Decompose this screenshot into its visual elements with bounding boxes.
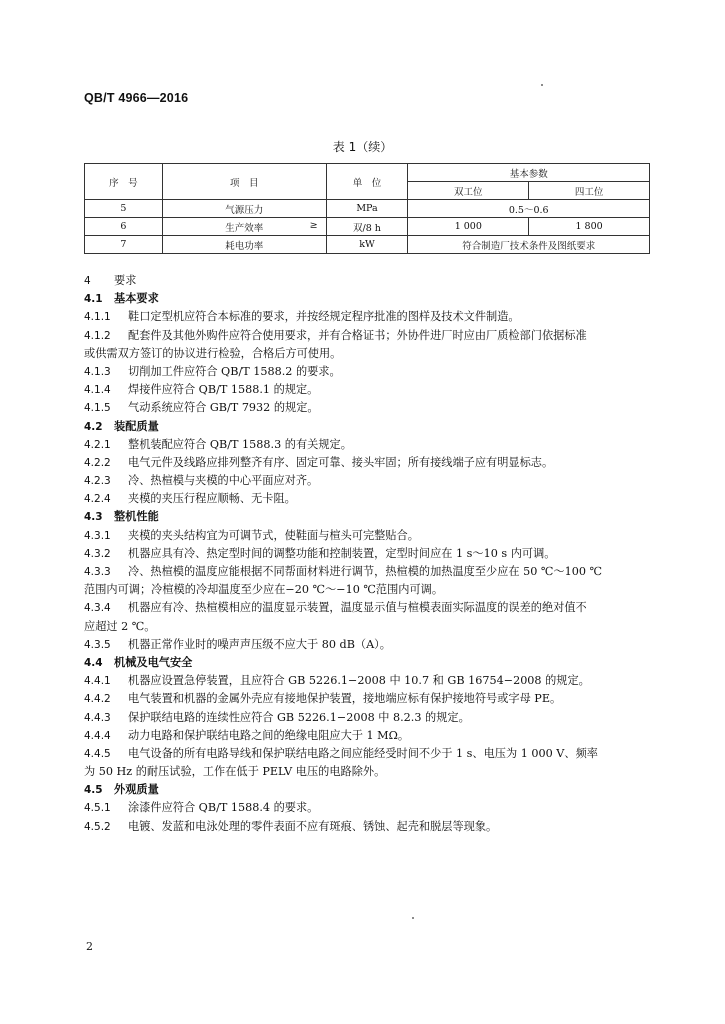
paragraph-continuation bbox=[84, 763, 654, 781]
cell-seq: 5 bbox=[85, 200, 163, 218]
clause-line bbox=[84, 599, 654, 617]
cell-seq: 7 bbox=[85, 236, 163, 254]
clause-number: 4.4.4 bbox=[84, 729, 111, 742]
cell-item bbox=[162, 218, 326, 236]
header-item: 项 目 bbox=[162, 164, 326, 200]
clause-number: 4.4.5 bbox=[84, 747, 111, 760]
section-heading bbox=[84, 508, 654, 526]
clause-number: 4.2.1 bbox=[84, 438, 111, 451]
clause-text: 切削加工件应符合 QB/T 1588.2 的要求。 bbox=[128, 364, 341, 378]
clause-line bbox=[84, 454, 654, 472]
section-heading bbox=[84, 781, 654, 799]
clause-line bbox=[84, 436, 654, 454]
clause-number: 4.2 bbox=[84, 420, 103, 433]
clause-number: 4.1.2 bbox=[84, 329, 111, 342]
clause-text: 涂漆件应符合 QB/T 1588.4 的要求。 bbox=[128, 801, 319, 815]
clause-number: 4.2.4 bbox=[84, 493, 111, 506]
clause-number: 4.4.2 bbox=[84, 693, 111, 706]
cell-item-label: 生产效率 bbox=[225, 222, 264, 234]
clause-line bbox=[84, 672, 654, 690]
requirements-body bbox=[84, 270, 654, 836]
clause-text: 机器正常作业时的噪声声压级不应大于 80 dB（A）。 bbox=[128, 637, 391, 651]
clause-line bbox=[84, 563, 654, 581]
clause-text: 电气设备的所有电路导线和保护联结电路之间应能经受时间不少于 1 s、电压为 1 000 V、频率 bbox=[128, 746, 598, 760]
section-heading bbox=[84, 418, 654, 436]
clause-number: 4 bbox=[84, 275, 91, 287]
clause-number: 4.1.5 bbox=[84, 402, 111, 415]
cell-item: 气源压力 bbox=[162, 200, 326, 218]
clause-number: 4.1.3 bbox=[84, 365, 111, 378]
clause-text: 夹模的夹头结构宜为可调节式，使鞋面与楦头可完整贴合。 bbox=[128, 528, 419, 542]
clause-line bbox=[84, 799, 654, 817]
clause-number: 4.3.4 bbox=[84, 602, 111, 615]
clause-number: 4.4.1 bbox=[84, 675, 111, 688]
clause-number: 4.3.3 bbox=[84, 566, 111, 578]
clause-text: 机器应有冷、热楦模相应的温度显示装置，温度显示值与楦模表面实际温度的误差的绝对值不 bbox=[128, 601, 587, 615]
clause-line bbox=[84, 308, 654, 326]
page-number: 2 bbox=[86, 940, 93, 953]
clause-line bbox=[84, 490, 654, 508]
clause-text: 装配质量 bbox=[114, 419, 159, 433]
standard-code: QB/T 4966—2016 bbox=[84, 91, 189, 105]
paragraph-continuation bbox=[84, 618, 654, 636]
cell-value-quad: 1 800 bbox=[529, 218, 650, 236]
section-heading bbox=[84, 654, 654, 672]
clause-number: 4.5.1 bbox=[84, 802, 111, 815]
clause-line bbox=[84, 381, 654, 399]
clause-number: 4.2.2 bbox=[84, 456, 111, 469]
clause-text: 配套件及其他外购件应符合使用要求，并有合格证书；外协件进厂时应由厂质检部门依据标准 bbox=[128, 328, 587, 342]
cell-unit: 双/8 h bbox=[326, 218, 408, 236]
table-row bbox=[85, 236, 650, 254]
clause-text: 或供需双方签订的协议进行检验，合格后方可使用。 bbox=[84, 346, 342, 360]
cell-value: 0.5～0.6 bbox=[408, 200, 650, 218]
clause-text: 电镀、发蓝和电泳处理的零件表面不应有斑痕、锈蚀、起壳和脱层等现象。 bbox=[128, 819, 498, 833]
clause-number: 4.4.3 bbox=[84, 711, 111, 724]
clause-number: 4.1 bbox=[84, 293, 103, 306]
clause-number: 4.5 bbox=[84, 784, 103, 797]
clause-text: 冷、热楦模与夹模的中心平面应对齐。 bbox=[128, 474, 319, 488]
scan-speck bbox=[541, 84, 543, 86]
clause-text: 动力电路和保护联结电路之间的绝缘电阻应大于 1 MΩ。 bbox=[128, 728, 410, 742]
table-row bbox=[85, 200, 650, 218]
clause-number: 4.4 bbox=[84, 656, 103, 669]
clause-text: 应超过 2 ℃。 bbox=[84, 619, 156, 633]
clause-text: 鞋口定型机应符合本标准的要求，并按经规定程序批准的图样及技术文件制造。 bbox=[128, 310, 520, 324]
clause-text: 机器应设置急停装置，且应符合 GB 5226.1−2008 中 10.7 和 GB 16754−2008 的规定。 bbox=[128, 674, 590, 688]
clause-text: 基本要求 bbox=[114, 292, 159, 306]
clause-number: 4.3.5 bbox=[84, 638, 111, 651]
clause-text: 冷、热楦模的温度应能根据不同帮面材料进行调节，热楦模的加热温度至少应在 50 ℃～100 ℃ bbox=[128, 565, 603, 578]
paragraph-continuation bbox=[84, 345, 654, 363]
clause-line bbox=[84, 545, 654, 563]
clause-number: 4.1.1 bbox=[84, 311, 111, 324]
header-quad-station: 四工位 bbox=[529, 182, 650, 200]
clause-line bbox=[84, 690, 654, 708]
clause-text: 要求 bbox=[114, 274, 137, 287]
header-double-station: 双工位 bbox=[408, 182, 529, 200]
clause-number: 4.3.2 bbox=[84, 547, 111, 560]
clause-text: 范围内可调；冷楦模的冷却温度至少应在−20 ℃～−10 ℃范围内可调。 bbox=[84, 583, 444, 597]
clause-text: 机器应具有冷、热定型时间的调整功能和控制装置，定型时间应在 1 s～10 s 内可调。 bbox=[128, 546, 556, 560]
clause-line bbox=[84, 472, 654, 490]
clause-line bbox=[84, 709, 654, 727]
table-row bbox=[85, 218, 650, 236]
clause-text: 夹模的夹压行程应顺畅、无卡阻。 bbox=[128, 492, 296, 506]
cell-unit: kW bbox=[326, 236, 408, 254]
section-heading bbox=[84, 272, 654, 290]
table-header-row bbox=[85, 164, 650, 182]
clause-line bbox=[84, 745, 654, 763]
cell-unit: MPa bbox=[326, 200, 408, 218]
parameter-table bbox=[84, 163, 650, 254]
header-basic-params: 基本参数 bbox=[408, 164, 650, 182]
table-title: 表 1（续） bbox=[332, 140, 393, 154]
clause-line bbox=[84, 527, 654, 545]
cell-seq: 6 bbox=[85, 218, 163, 236]
clause-line bbox=[84, 363, 654, 381]
clause-text: 机械及电气安全 bbox=[114, 655, 193, 669]
clause-text: 电气元件及线路应排列整齐有序、固定可靠、接头牢固；所有接线端子应有明显标志。 bbox=[128, 455, 554, 469]
clause-line bbox=[84, 399, 654, 417]
clause-text: 焊接件应符合 QB/T 1588.1 的规定。 bbox=[128, 383, 319, 397]
cell-item-mark: ≥ bbox=[309, 219, 318, 231]
clause-number: 4.2.3 bbox=[84, 475, 111, 488]
header-unit: 单 位 bbox=[326, 164, 408, 200]
scan-speck bbox=[412, 917, 414, 919]
clause-text: 气动系统应符合 GB/T 7932 的规定。 bbox=[128, 401, 319, 415]
clause-text: 为 50 Hz 的耐压试验，工作在低于 PELV 电压的电路除外。 bbox=[84, 765, 386, 779]
clause-number: 4.3 bbox=[84, 511, 103, 524]
clause-number: 4.1.4 bbox=[84, 384, 111, 397]
clause-line bbox=[84, 818, 654, 836]
clause-line bbox=[84, 636, 654, 654]
clause-line bbox=[84, 727, 654, 745]
paragraph-continuation bbox=[84, 581, 654, 599]
clause-text: 整机装配应符合 QB/T 1588.3 的有关规定。 bbox=[128, 437, 352, 451]
cell-item: 耗电功率 bbox=[162, 236, 326, 254]
clause-text: 整机性能 bbox=[114, 510, 159, 524]
clause-text: 保护联结电路的连续性应符合 GB 5226.1−2008 中 8.2.3 的规定。 bbox=[128, 710, 470, 724]
header-seq: 序 号 bbox=[85, 164, 163, 200]
cell-value: 符合制造厂技术条件及图纸要求 bbox=[408, 236, 650, 254]
clause-text: 电气装置和机器的金属外壳应有接地保护装置，接地端应标有保护接地符号或字母 PE。 bbox=[128, 692, 562, 706]
cell-value-double: 1 000 bbox=[408, 218, 529, 236]
section-heading bbox=[84, 290, 654, 308]
clause-line bbox=[84, 327, 654, 345]
clause-number: 4.3.1 bbox=[84, 529, 111, 542]
clause-number: 4.5.2 bbox=[84, 820, 111, 833]
clause-text: 外观质量 bbox=[114, 783, 159, 797]
